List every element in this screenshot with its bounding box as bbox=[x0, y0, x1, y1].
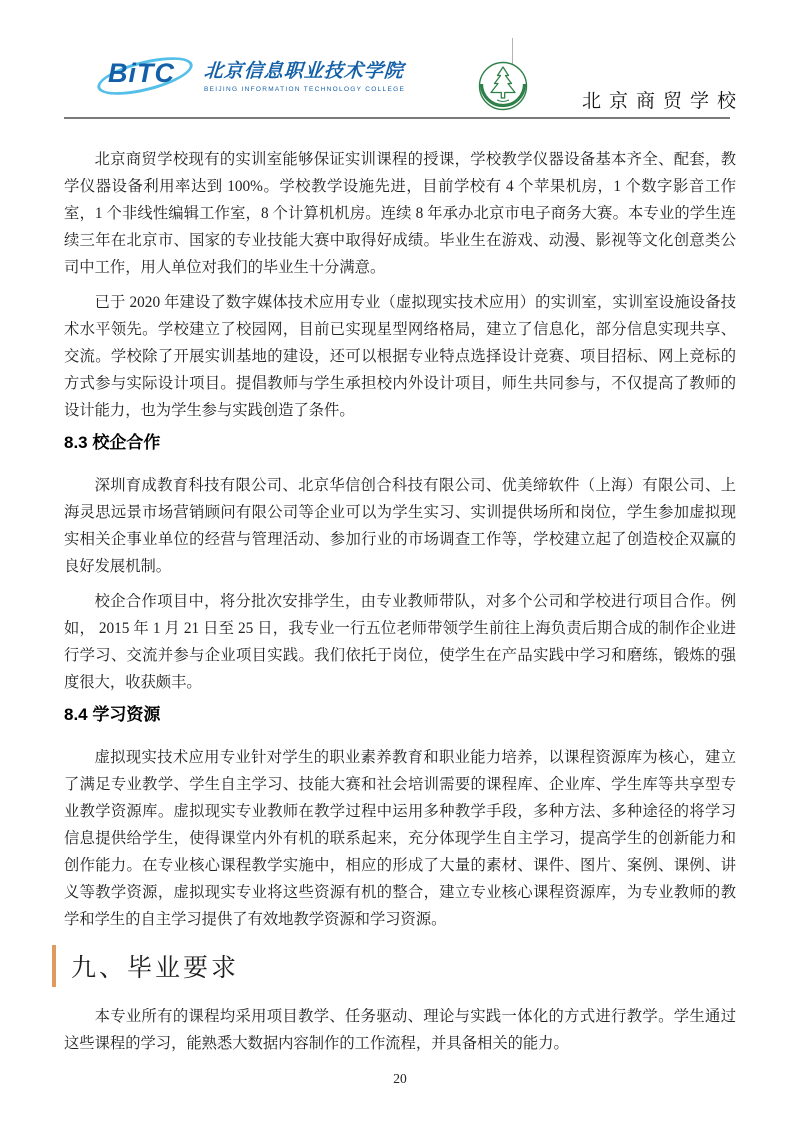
header-divider-rule bbox=[64, 117, 730, 119]
heading-learning-resources: 8.4 学习资源 bbox=[64, 705, 161, 724]
bitc-college-logo bbox=[98, 52, 405, 98]
heading-graduation-requirements bbox=[52, 945, 736, 987]
bitc-logo-names bbox=[204, 52, 405, 93]
page-header bbox=[0, 0, 800, 118]
paragraph-cooperation-partners: 深圳育成教育科技有限公司、北京华信创合科技有限公司、优美缔软件（上海）有限公司、上海灵思远景市场营销顾问有限公司等企业可以为学生实习、实训提供场所和岗位，学生参加虚拟现实相关企事业单位的经营与管理活动、参加行业的市场调查工作等，学校建立起了创造校企双赢的良好发展机制。 bbox=[64, 477, 736, 575]
paragraph-cooperation-projects: 校企合作项目中，将分批次安排学生，由专业教师带队，对多个公司和学校进行项目合作。例如， 2015 年 1 月 21 日至 25 日，我专业一行五位老师带领学生前往上海负责后期合成的制作企业进行学习、交流并参与企业项目实践。我们依托于岗位，使学生在产品实践中学习和磨练，锻炼的强度很大，收获颇丰。 bbox=[64, 593, 736, 691]
bitc-logo-mark bbox=[98, 52, 194, 98]
paragraph-learning-resources: 虚拟现实技术应用专业针对学生的职业素养教育和职业能力培养，以课程资源库为核心，建立了满足专业教学、学生自主学习、技能大赛和社会培训需要的课程库、企业库、学生库等共享型专业教学资源库。虚拟现实专业教师在教学过程中运用多种教学手段，多种方法、多种途径的将学习信息提供给学生，使得课堂内外有机的联系起来，充分体现学生自主学习，提高学生的创新能力和创作能力。在专业核心课程教学实施中，相应的形成了大量的素材、课件、图片、案例、课例、讲义等教学资源，虚拟现实专业将这些资源有机的整合，建立专业核心课程资源库，为专业教师的教学和学生的自主学习提供了有效地教学资源和学习资源。 bbox=[64, 749, 736, 928]
school-name: 北京商贸学校 bbox=[582, 91, 745, 112]
heading-school-enterprise-cooperation: 8.3 校企合作 bbox=[64, 433, 161, 452]
page-number: 20 bbox=[393, 1071, 407, 1086]
chapter-title-text: 九、毕业要求 bbox=[71, 955, 240, 982]
paragraph-lab-construction: 已于 2020 年建设了数字媒体技术应用专业（虚拟现实技术应用）的实训室，实训室设施设备技术水平领先。学校建立了校园网，目前已实现星型网络格局，建立了信息化，部分信息实现共享、交流。学校除了开展实训基地的建设，还可以根据专业特点选择设计竞赛、项目招标、网上竞标的方式参与实际设计项目。提倡教师与学生承担校内外设计项目，师生共同参与，不仅提高了教师的设计能力，也为学生参与实践创造了条件。 bbox=[64, 294, 736, 419]
school-tree-logo-icon bbox=[477, 60, 529, 112]
bitc-acronym: BiTC bbox=[108, 58, 175, 88]
paragraph-training-facilities: 北京商贸学校现有的实训室能够保证实训课程的授课，学校教学仪器设备基本齐全、配套，教学仪器设备利用率达到 100%。学校教学设施先进，目前学校有 4 个苹果机房，1 个数字影音工作室，1 个非线性编辑工作室，8 个计算机机房。连续 8 年承办北京市电子商务大赛。本专业的学生连续三年在北京市、国家的专业技能大赛中取得好成绩。毕业生在游戏、动漫、影视等文化创意类公司中工作，用人单位对我们的毕业生十分满意。 bbox=[64, 151, 736, 276]
document-body bbox=[64, 146, 736, 1087]
paragraph-graduation-requirements: 本专业所有的课程均采用项目教学、任务驱动、理论与实践一体化的方式进行教学。学生通过这些课程的学习，能熟悉大数据内容制作的工作流程，并具备相关的能力。 bbox=[64, 1008, 736, 1052]
bitc-college-name-cn: 北京信息职业技术学院 bbox=[203, 61, 405, 82]
chapter-accent-bar bbox=[52, 945, 56, 987]
bitc-college-name-en: BEIJING INFORMATION TECHNOLOGY COLLEGE bbox=[204, 86, 406, 93]
